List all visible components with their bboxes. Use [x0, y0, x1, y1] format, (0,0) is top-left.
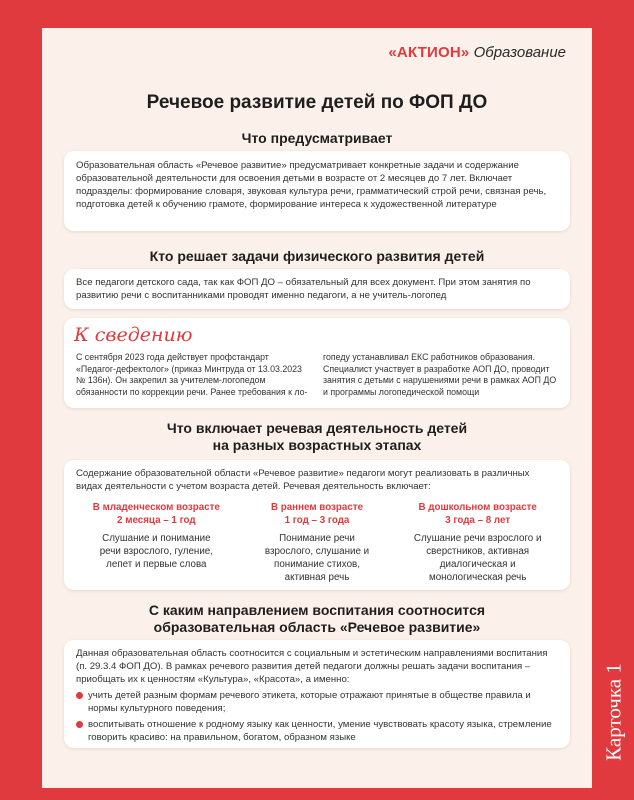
- section-stages-title: [42, 420, 592, 454]
- section-what-card: [64, 151, 570, 231]
- list-item: [76, 689, 558, 715]
- section-stages-title-line1: Что включает речевая деятельность детей: [166, 420, 468, 436]
- note-col-1: С сентября 2023 года действует профстандарт «Педагог-дефектолог» (приказ Минтруда от 13.03.2023 № 136н). Он закрепил за учителем-логопедом обязанности по коррекции речи. Ранее требования к ло-: [76, 352, 308, 397]
- card-number-label: [595, 640, 633, 785]
- section-who-text: Все педагоги детского сада, так как ФОП ДО – обязательный для всех документ. При этом занятия по развитию речи с воспитанниками проводят именно педагоги, а не учитель-логопед: [76, 277, 531, 301]
- stages-columns: [76, 501, 558, 584]
- note-card: [64, 318, 570, 408]
- bullet-dot-icon: [76, 721, 83, 728]
- stage-early-range: 1 год – 3 года: [284, 515, 350, 526]
- section-who-card: [64, 269, 570, 309]
- upbringing-list: [76, 689, 558, 744]
- section-who-title: Кто решает задачи физического развития детей: [149, 248, 485, 264]
- info-card-sheet: [42, 28, 592, 788]
- bullet-dot-icon: [76, 692, 83, 699]
- stage-infant: [76, 501, 237, 584]
- stage-preschool-head: В дошкольном возрасте: [418, 502, 537, 513]
- stage-infant-head: В младенческом возрасте: [92, 502, 220, 513]
- section-upbringing-intro: Данная образовательная область соотносится с социальным и эстетическим направлениями воспитания (п. 29.3.4 ФОП ДО). В рамках речевого развития детей педагоги должны решать задачи воспитания – приобщать их к ценностям «Культура», «Красота», а именно:: [76, 648, 548, 685]
- brand-aktion: «АКТИОН»: [388, 44, 470, 61]
- list-item-text: учить детей разным формам речевого этикета, которые отражают принятые в обществе правила и нормы культурного поведения;: [88, 690, 531, 714]
- stage-preschool: [397, 501, 558, 584]
- stage-infant-range: 2 месяца – 1 год: [117, 515, 196, 526]
- list-item-text: воспитывать отношение к родному языку как ценности, умение чувствовать красоту языка, стремление говорить красиво: на правильном, богатом, образном языке: [88, 719, 552, 743]
- note-title: К сведению: [74, 324, 193, 346]
- stage-early: [237, 501, 398, 584]
- section-upbringing-title: [42, 602, 592, 636]
- stage-early-head: В раннем возрасте: [270, 502, 364, 513]
- section-stages-card: [64, 460, 570, 590]
- brand-education: Образование: [473, 44, 566, 61]
- note-columns: [76, 352, 558, 398]
- stage-preschool-range: 3 года – 8 лет: [445, 515, 511, 526]
- stage-early-text: Понимание речи взрослого, слушание и понимание стихов, активная речь: [264, 533, 370, 583]
- section-what-text: Образовательная область «Речевое развитие» предусматривает конкретные задачи и содержание образовательной деятельности для освоения детьми в возрасте от 2 месяцев до 7 лет. Включает подразделы: формирование словаря, звуковая культура речи, грамматический строй речи, связная речь, подготовка детей к обучению грамоте, формирование интереса к художественной литературе: [76, 160, 547, 210]
- list-item: [76, 718, 558, 744]
- page-title: Речевое развитие детей по ФОП ДО: [146, 92, 488, 113]
- card-number-text: Карточка 1: [601, 663, 626, 761]
- section-stages-intro: Содержание образовательной области «Речевое развитие» педагоги могут реализовать в различных видах деятельности с учетом возраста детей. Речевая деятельность включает:: [76, 468, 530, 492]
- section-upbringing-title-line2: образовательная область «Речевое развитие»: [153, 619, 481, 635]
- section-upbringing-title-line1: С каким направлением воспитания соотносится: [148, 602, 486, 618]
- note-col-2: гопеду устанавливал ЕКС работников образования. Специалист участвует в разработке АОП ДО, проводит занятия с детьми с нарушениями речи в рамках АОП ДО и программы логопедической помощи: [323, 352, 557, 397]
- stage-infant-text: Слушание и понимание речи взрослого, гуление, лепет и первые слова: [99, 533, 213, 570]
- section-what-title: Что предусматривает: [241, 130, 393, 146]
- stage-preschool-text: Слушание речи взрослого и сверстников, активная диалогическая и монологическая речь: [413, 533, 542, 583]
- section-stages-title-line2: на разных возрастных этапах: [212, 437, 422, 453]
- section-upbringing-card: [64, 640, 570, 748]
- brand-logo: [388, 44, 566, 61]
